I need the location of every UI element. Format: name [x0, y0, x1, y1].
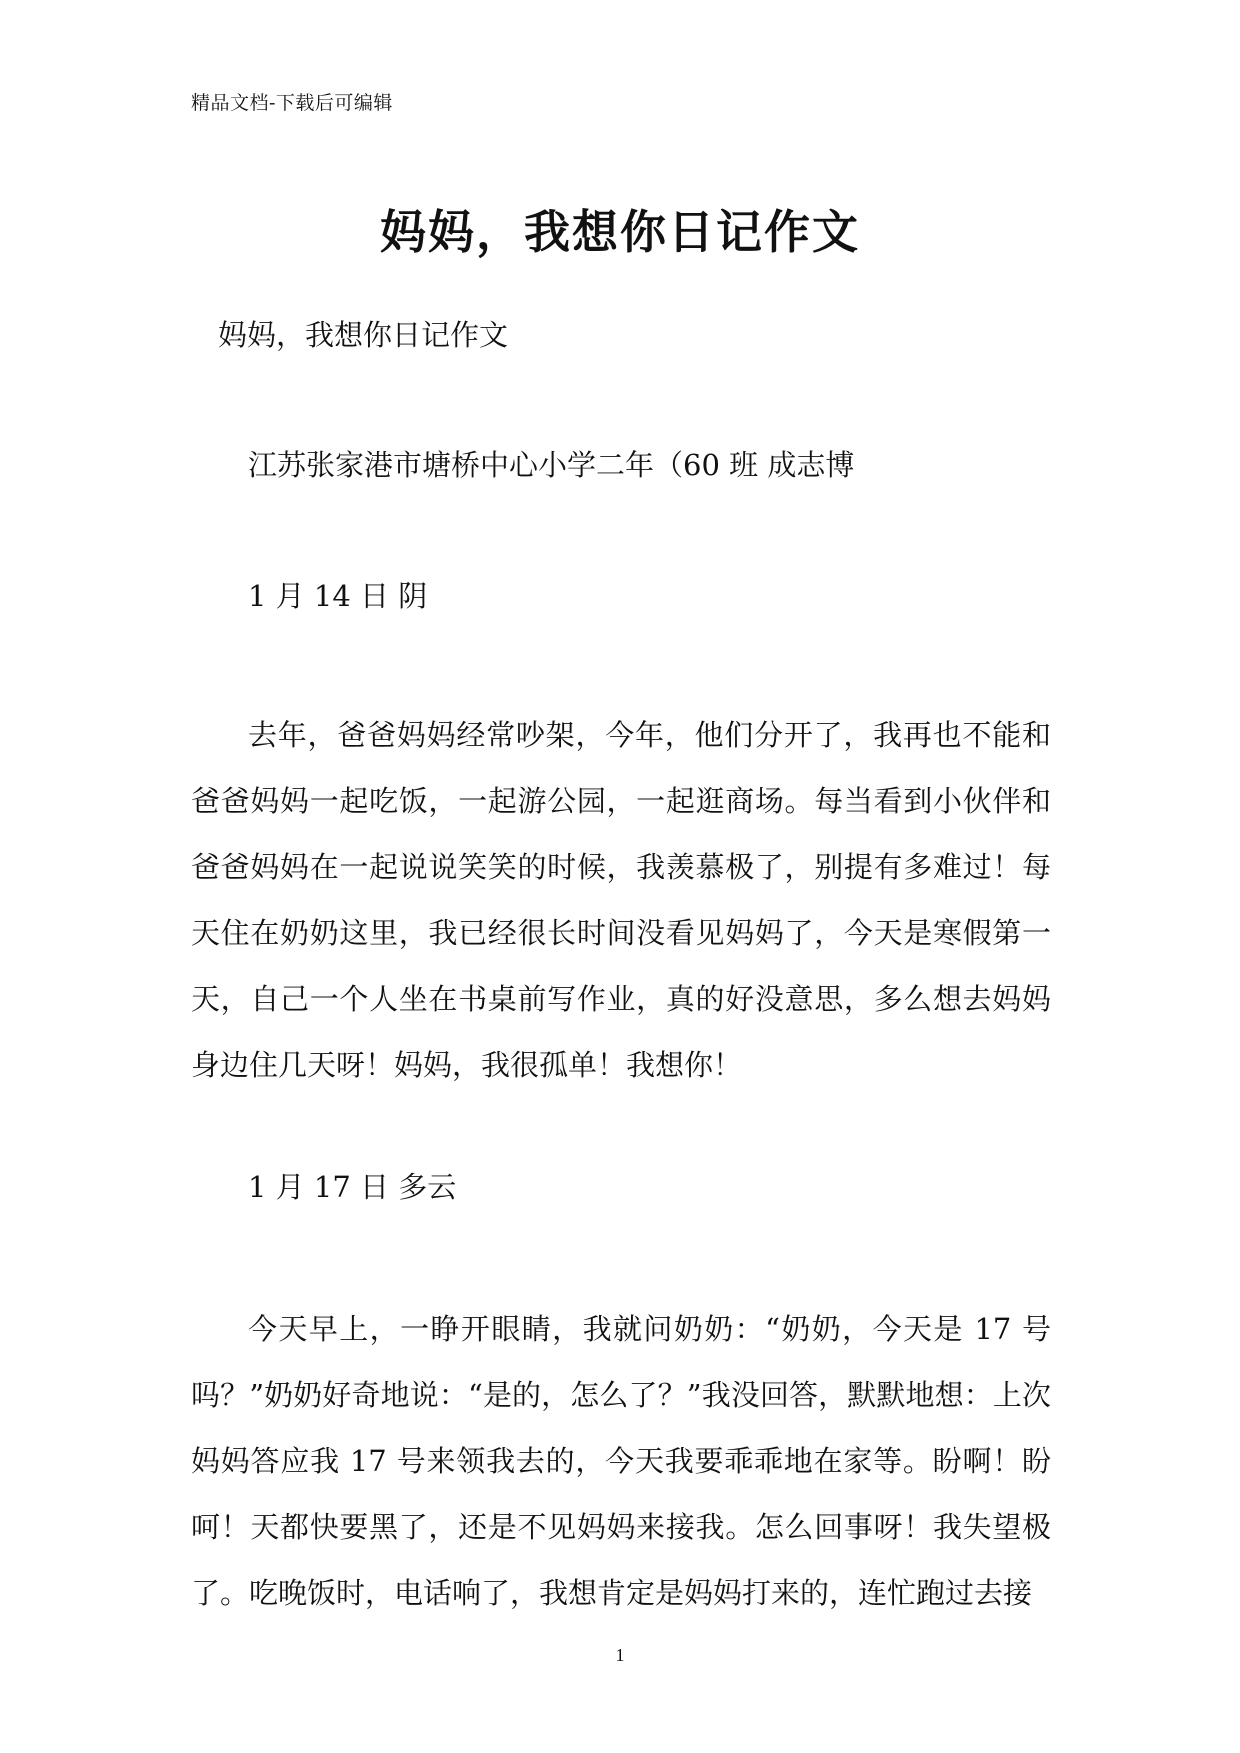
- entry-date: 1 月 17 日 多云: [248, 1170, 457, 1204]
- entry-paragraph: 今天早上，一睁开眼睛，我就问奶奶：“奶奶，今天是 17 号吗？”奶奶好奇地说：“是的，怎么了？”我没回答，默默地想：上次妈妈答应我 17 号来领我去的，今天我要乖乖地在家等。盼啊！盼呵！天都快要黑了，还是不见妈妈来接我。怎么回事呀！我失望极了。吃晚饭时，电话响了，我想肯定是妈妈打来的，连忙跑过去接: [191, 1312, 1051, 1610]
- entry-paragraph: 去年，爸爸妈妈经常吵架，今年，他们分开了，我再也不能和爸爸妈妈一起吃饭，一起游公园，一起逛商场。每当看到小伙伴和爸爸妈妈在一起说说笑笑的时候，我羡慕极了，别提有多难过！每天住在奶奶这里，我已经很长时间没看见妈妈了，今天是寒假第一天，自己一个人坐在书桌前写作业，真的好没意思，多么想去妈妈身边住几天呀！妈妈，我很孤单！我想你！: [191, 718, 1051, 1082]
- author-byline: 江苏张家港市塘桥中心小学二年（60 班 成志博: [248, 448, 855, 482]
- entry-date: 1 月 14 日 阴: [248, 579, 428, 613]
- document-subtitle: 妈妈，我想你日记作文: [218, 318, 509, 352]
- document-title: 妈妈，我想你日记作文: [380, 205, 860, 259]
- page-number: 1: [615, 1645, 625, 1665]
- header-note: 精品文档-下载后可编辑: [191, 92, 393, 114]
